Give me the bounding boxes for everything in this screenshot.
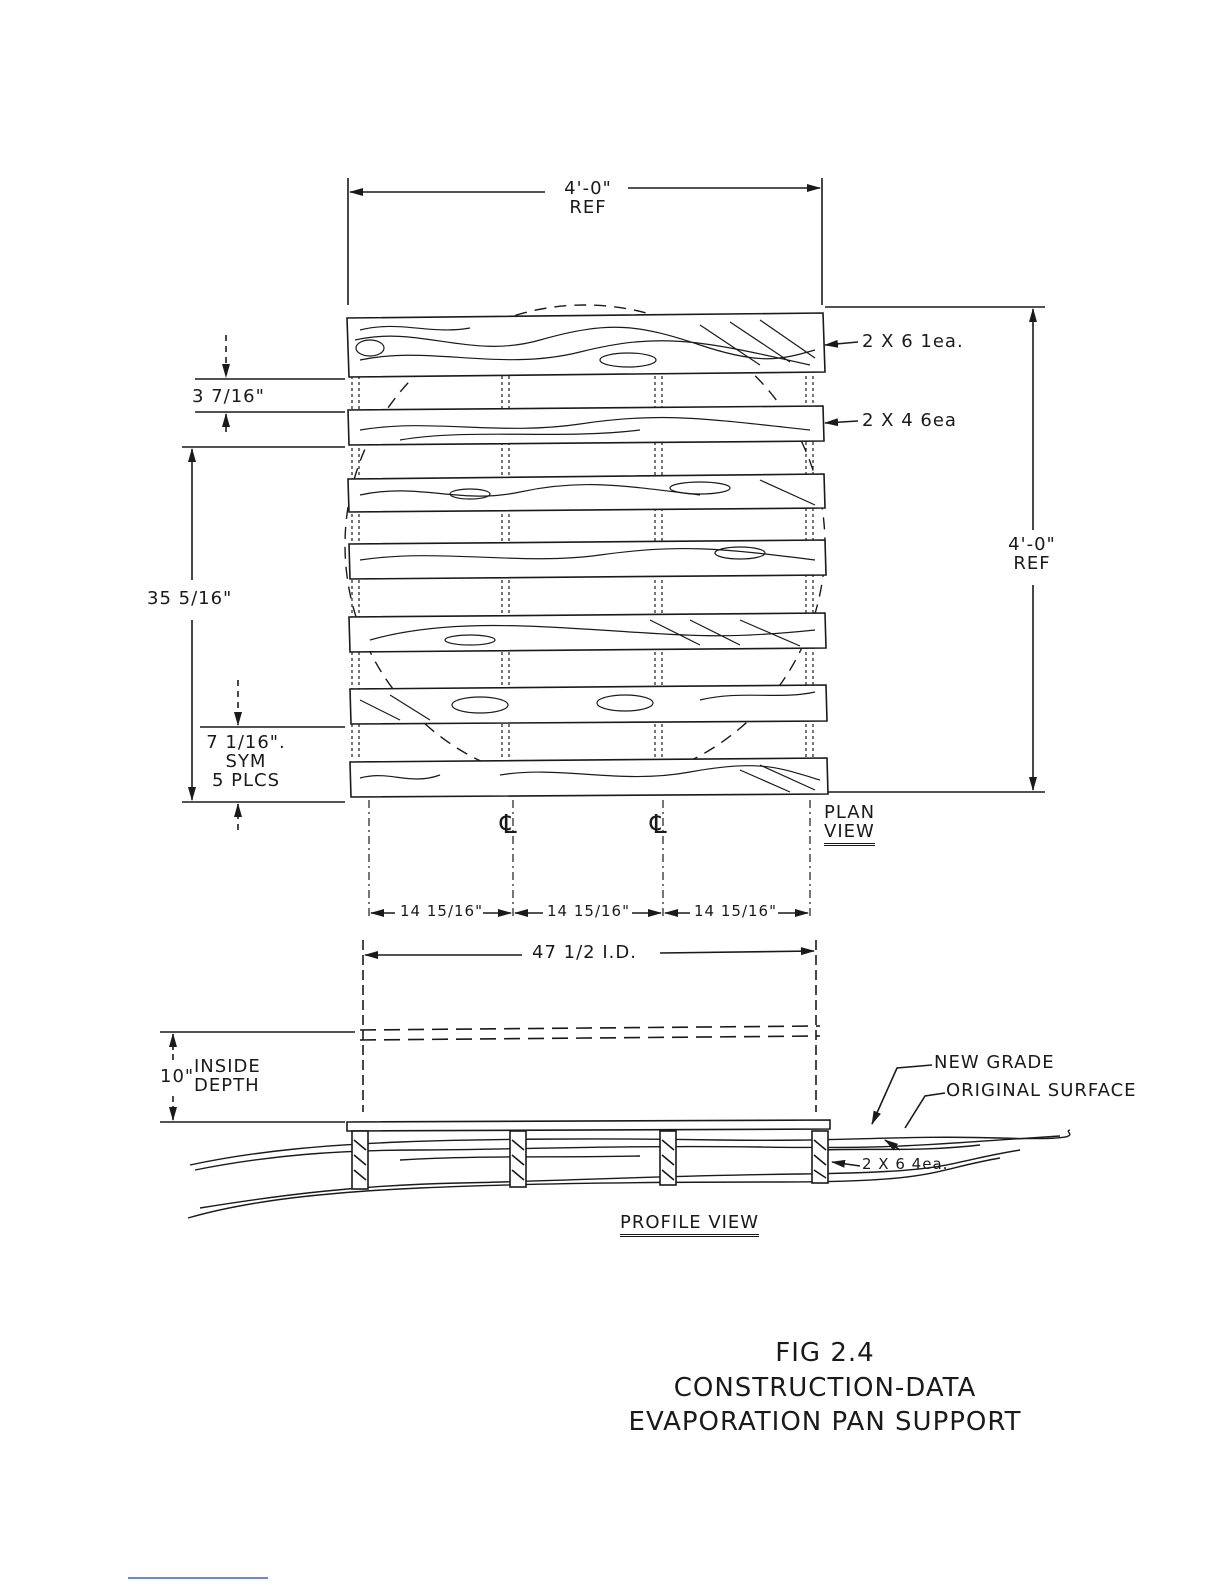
gap-sym: SYM bbox=[225, 750, 267, 772]
depth-label bbox=[194, 1058, 261, 1096]
gap-label bbox=[196, 734, 296, 791]
board-2x6 bbox=[347, 313, 825, 377]
callout-top-board: 2 X 6 1ea. bbox=[862, 331, 964, 352]
board-width-dimension bbox=[195, 335, 345, 432]
new-grade-label: NEW GRADE bbox=[934, 1052, 1055, 1073]
spacing-2: 14 15/16" bbox=[547, 902, 630, 920]
plan-view-line1: PLAN bbox=[824, 802, 876, 823]
leaders bbox=[825, 342, 945, 1166]
centerline-symbol-2: ℄ bbox=[650, 810, 668, 840]
ground-surface bbox=[188, 1130, 1070, 1218]
depth-value: 10" bbox=[160, 1066, 195, 1087]
plan-view-label bbox=[824, 804, 875, 842]
board-2x4 bbox=[348, 474, 825, 512]
figure-caption bbox=[605, 1340, 1045, 1436]
board-2x4 bbox=[349, 540, 826, 579]
figure-subtitle: CONSTRUCTION-DATA bbox=[673, 1373, 977, 1404]
board-2x4 bbox=[349, 613, 826, 652]
callout-supports: 2 X 6 4ea. bbox=[862, 1155, 949, 1173]
top-width-value bbox=[548, 180, 628, 218]
platform-board bbox=[347, 1120, 830, 1131]
spacing-3: 14 15/16" bbox=[694, 902, 777, 920]
board-width-label: 3 7/16" bbox=[192, 386, 265, 407]
figure-number: FIG 2.4 bbox=[775, 1338, 875, 1368]
pan-rim bbox=[360, 1026, 820, 1040]
gap-places: 5 PLCS bbox=[211, 769, 281, 791]
figure-title: EVAPORATION PAN SUPPORT bbox=[628, 1406, 1022, 1437]
depth-line1: INSIDE bbox=[194, 1056, 261, 1077]
gap-value: 7 1/16". bbox=[206, 732, 286, 753]
right-height-text: 4'-0" bbox=[1008, 534, 1056, 555]
board-2x4 bbox=[350, 685, 827, 724]
depth-line2: DEPTH bbox=[194, 1074, 260, 1096]
centerline-symbol-1: ℄ bbox=[500, 810, 518, 840]
plan-view-line2: VIEW bbox=[824, 821, 875, 846]
plan-boards bbox=[347, 313, 828, 797]
callout-boards: 2 X 4 6ea bbox=[862, 410, 957, 431]
top-width-note: REF bbox=[569, 196, 607, 218]
profile-view-label: PROFILE VIEW bbox=[620, 1214, 759, 1237]
original-surface-label: ORIGINAL SURFACE bbox=[946, 1080, 1137, 1101]
top-width-text: 4'-0" bbox=[564, 178, 612, 199]
overall-label: 35 5/16" bbox=[147, 588, 233, 609]
right-height-value bbox=[996, 536, 1068, 574]
spacing-1: 14 15/16" bbox=[400, 902, 483, 920]
right-height-note: REF bbox=[1013, 552, 1051, 574]
inside-diameter-label: 47 1/2 I.D. bbox=[532, 942, 637, 963]
